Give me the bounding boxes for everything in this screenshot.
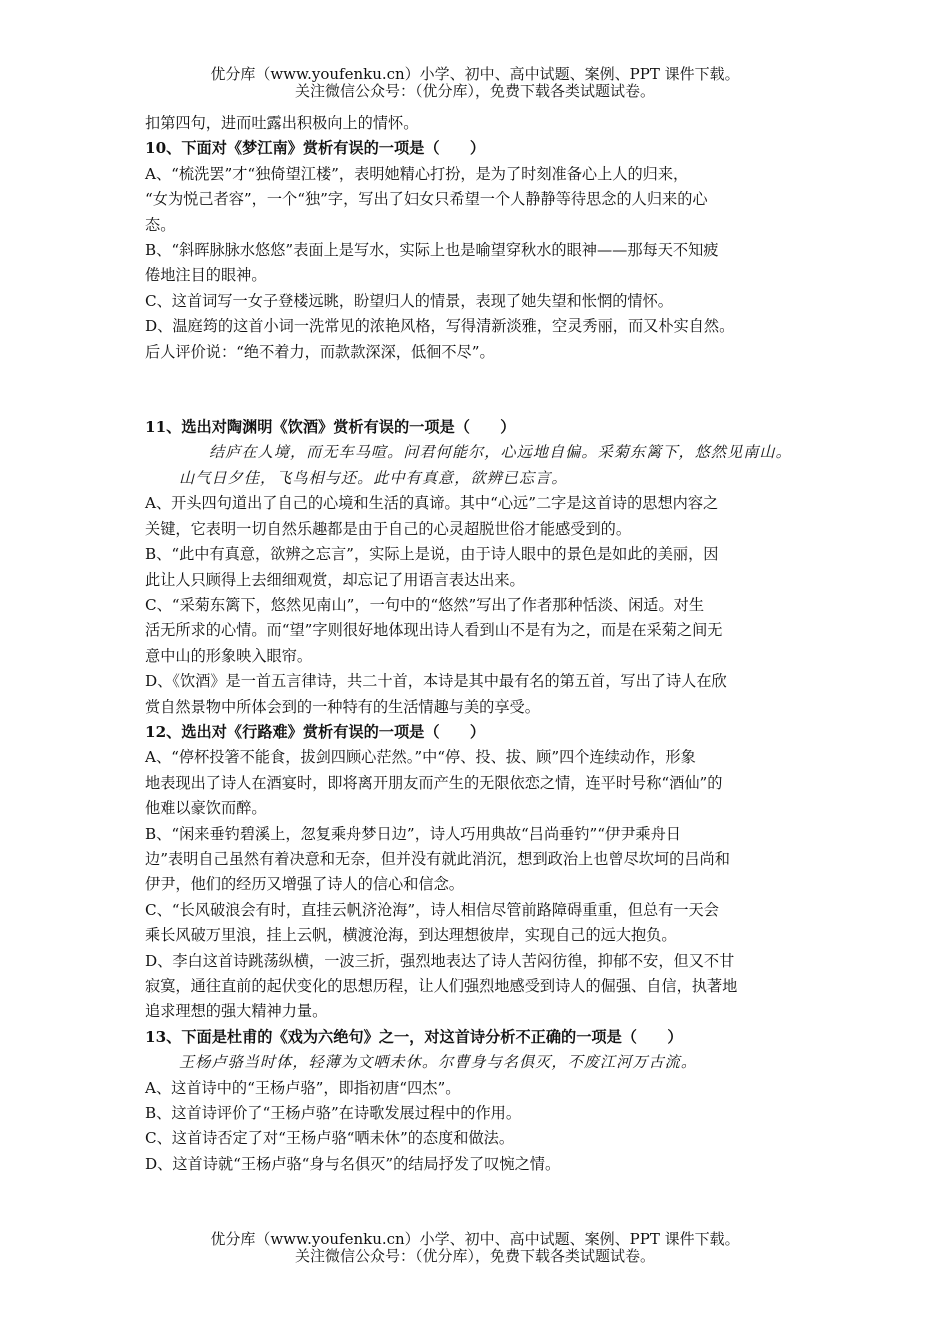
q12-option-b-line-3: 伊尹，他们的经历又增强了诗人的信心和信念。: [145, 875, 464, 894]
q10-option-c-line-1: C、这首词写一女子登楼远眺，盼望归人的情景，表现了她失望和怅惘的情怀。: [145, 291, 673, 310]
q10-option-a-line-1: A、“梳洗罢”才“独倚望江楼”，表明她精心打扮，是为了时刻准备心上人的归来，: [145, 164, 689, 183]
q12-option-d-line-2: 寂寞，通往直前的起伏变化的思想历程，让人们强烈地感受到诗人的倔强、自信，执著地: [145, 977, 738, 995]
q10-option-a-line-2: “女为悦己者容”，一个“独”字，写出了妇女只希望一个人静静等待思念的人归来的心: [145, 190, 708, 209]
q11-option-d-line-2: 赏自然景物中所体会到的一种特有的生活情趣与美的享受。: [145, 697, 540, 716]
q13-option-c: C、这首诗否定了对“王杨卢骆“哂未休”的态度和做法。: [145, 1129, 515, 1148]
q13-option-b: B、这首诗评价了“王杨卢骆”在诗歌发展过程中的作用。: [145, 1104, 522, 1123]
header-line-1: 优分库（www.youfenku.cn）小学、初中、高中试题、案例、PPT 课件下载。: [210, 65, 740, 83]
q11-poem-line-2: 山气日夕佳，飞鸟相与还。此中有真意，欲辨已忘言。: [179, 468, 568, 487]
q12-option-b-line-1: B、“闲来垂钓碧溪上，忽复乘舟梦日边”，诗人巧用典故“吕尚垂钓”“伊尹乘舟日: [145, 824, 681, 843]
q10-option-b-line-1: B、“斜晖脉脉水悠悠”表面上是写水，实际上也是喻望穿秋水的眼神——那每天不知疲: [145, 241, 719, 260]
question-10-title: 10、下面对《梦江南》赏析有误的一项是（ ）: [145, 139, 486, 158]
page-header: [0, 66, 950, 100]
q13-poem-line-1: 王杨卢骆当时体，轻薄为文哂未休。尔曹身与名俱灭，不废江河万古流。: [179, 1053, 697, 1072]
footer-line-1: 优分库（www.youfenku.cn）小学、初中、高中试题、案例、PPT 课件下载。: [210, 1230, 740, 1248]
page-footer: [0, 1231, 950, 1265]
q12-option-c-line-2: 乘长风破万里浪，挂上云帆，横渡沧海，到达理想彼岸，实现自己的远大抱负。: [145, 926, 677, 945]
question-13-title: 13、下面是杜甫的《戏为六绝句》之一，对这首诗分析不正确的一项是（ ）: [145, 1027, 683, 1046]
question-12: [145, 720, 815, 1025]
q12-option-c-line-1: C、“长风破浪会有时，直挂云帆济沧海”，诗人相信尽管前路障碍重重，但总有一天会: [145, 900, 719, 919]
q11-option-c-line-2: 活无所求的心情。而“望”字则很好地体现出诗人看到山不是有为之，而是在采菊之间无: [145, 621, 723, 640]
q12-option-a-line-2: 地表现出了诗人在酒宴时，即将离开朋友而产生的无限依恋之情，连平时号称“酒仙”的: [145, 773, 723, 792]
q11-option-c-line-1: C、“采菊东篱下，悠然见南山”，一句中的“悠然”写出了作者那种恬淡、闲适。对生: [145, 595, 705, 614]
q11-option-c-line-3: 意中山的形象映入眼帘。: [145, 646, 313, 665]
footer-line-2: 关注微信公众号：（优分库），免费下载各类试题试卷。: [294, 1247, 655, 1265]
q11-option-b-line-1: B、“此中有真意，欲辨之忘言”，实际上是说，由于诗人眼中的景色是如此的美丽，因: [145, 545, 719, 564]
q11-option-a-line-1: A、开头四句道出了自己的心境和生活的真谛。其中“心远”二字是这首诗的思想内容之: [145, 494, 719, 513]
question-12-title: 12、选出对《行路难》赏析有误的一项是（ ）: [145, 722, 486, 741]
q10-option-a-line-3: 态。: [145, 215, 176, 234]
q10-option-b-line-2: 倦地注目的眼神。: [145, 266, 267, 285]
question-11-title: 11、选出对陶渊明《饮酒》赏析有误的一项是（ ）: [145, 418, 516, 437]
q11-option-a-line-2: 关键，它表明一切自然乐趣都是由于自己的心灵超脱世俗才能感受到的。: [145, 519, 631, 538]
q12-option-d-line-1: D、李白这首诗跳荡纵横，一波三折，强烈地表达了诗人苦闷彷徨，抑郁不安，但又不甘: [145, 951, 735, 970]
q11-option-b-line-2: 此让人只顾得上去细细观赏，却忘记了用语言表达出来。: [145, 570, 525, 589]
q13-option-d: D、这首诗就“王杨卢骆“身与名俱灭”的结局抒发了叹惋之情。: [145, 1154, 561, 1173]
q12-option-a-line-1: A、“停杯投箸不能食，拔剑四顾心茫然。”中“停、投、拔、顾”四个连续动作，形象: [145, 748, 696, 767]
q12-option-b-line-2: 边”表明自己虽然有着决意和无奈，但并没有就此消沉，想到政治上也曾尽坎坷的吕尚和: [145, 849, 730, 868]
q10-option-d-line-2: 后人评价说：“绝不着力，而款款深深，低徊不尽”。: [145, 342, 495, 361]
question-10: [145, 136, 815, 365]
q11-poem-line-1: 结庐在人境，而无车马喧。问君何能尔，心远地自偏。采菊东篱下，悠然见南山。: [209, 443, 792, 462]
q12-option-a-line-3: 他难以豪饮而醉。: [145, 799, 267, 818]
intro-line: 扣第四句，进而吐露出积极向上的情怀。: [145, 114, 419, 132]
q10-option-d-line-1: D、温庭筠的这首小词一洗常见的浓艳风格，写得清新淡雅，空灵秀丽，而又朴实自然。: [145, 317, 735, 336]
q11-option-d-line-1: D、《饮酒》是一首五言律诗，共二十首，本诗是其中最有名的第五首，写出了诗人在欣: [145, 672, 727, 691]
question-13: [145, 1025, 815, 1177]
q13-option-a: A、这首诗中的“王杨卢骆”，即指初唐“四杰”。: [145, 1078, 461, 1097]
document-body: [145, 111, 815, 1177]
header-line-2: 关注微信公众号：（优分库），免费下载各类试题试卷。: [294, 82, 655, 100]
blank-space: [145, 365, 815, 415]
question-11: [145, 415, 815, 720]
q12-option-d-line-3: 追求理想的强大精神力量。: [145, 1002, 328, 1021]
